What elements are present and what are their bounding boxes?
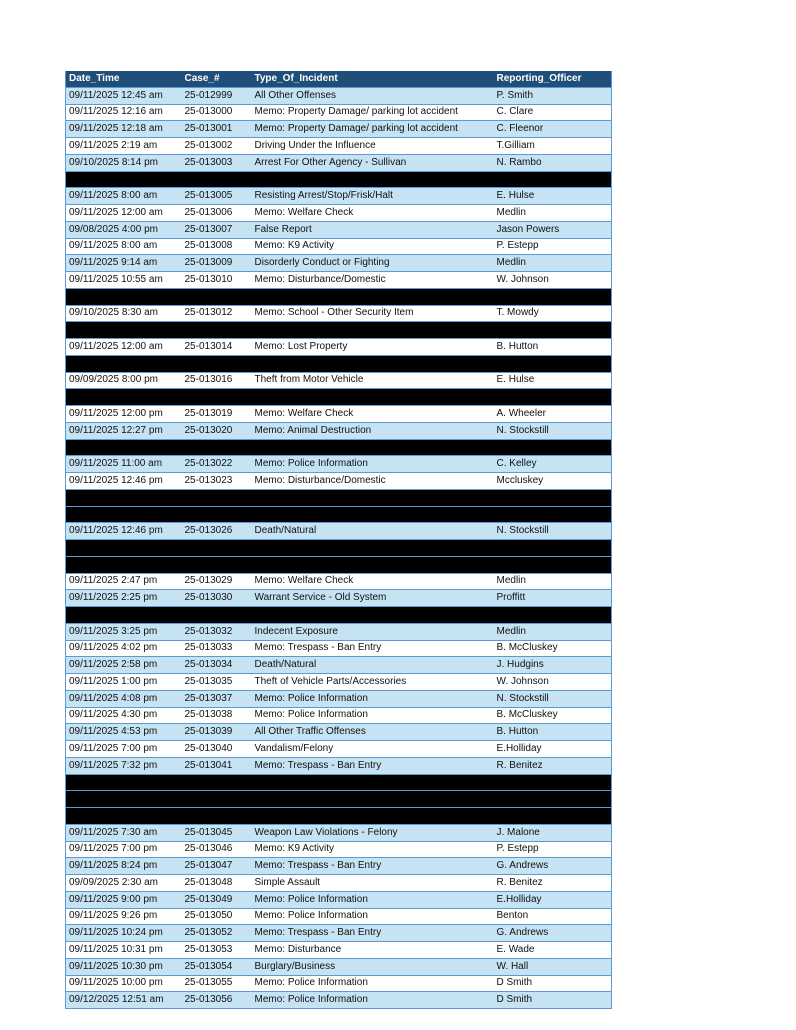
redacted-row xyxy=(66,774,612,791)
redacted-row xyxy=(66,439,612,456)
cell-case-number: 25-013022 xyxy=(182,456,252,473)
cell-case-number: 25-013012 xyxy=(182,305,252,322)
cell-reporting-officer: D Smith xyxy=(494,992,612,1009)
table-row xyxy=(66,372,612,389)
cell-date-time: 09/09/2025 2:30 am xyxy=(66,875,182,892)
cell-type-of-incident: Weapon Law Violations - Felony xyxy=(252,824,494,841)
cell-reporting-officer xyxy=(494,556,612,573)
cell-case-number: 25-013010 xyxy=(182,272,252,289)
cell-case-number: 25-013008 xyxy=(182,238,252,255)
cell-case-number: 25-013052 xyxy=(182,925,252,942)
cell-type-of-incident: Death/Natural xyxy=(252,657,494,674)
cell-reporting-officer: P. Estepp xyxy=(494,841,612,858)
redacted-row xyxy=(66,607,612,624)
cell-reporting-officer: Proffitt xyxy=(494,590,612,607)
table-row xyxy=(66,992,612,1009)
cell-type-of-incident: Memo: Trespass - Ban Entry xyxy=(252,757,494,774)
table-row xyxy=(66,757,612,774)
cell-reporting-officer: D Smith xyxy=(494,975,612,992)
incident-log-table xyxy=(65,71,612,1009)
cell-date-time: 09/11/2025 8:24 pm xyxy=(66,858,182,875)
cell-date-time: 09/11/2025 4:30 pm xyxy=(66,707,182,724)
table-row xyxy=(66,121,612,138)
cell-date-time: 09/11/2025 3:25 pm xyxy=(66,623,182,640)
cell-type-of-incident: Memo: Welfare Check xyxy=(252,406,494,423)
cell-type-of-incident: Arrest For Other Agency - Sullivan xyxy=(252,154,494,171)
cell-type-of-incident: Memo: Property Damage/ parking lot accident xyxy=(252,104,494,121)
table-row xyxy=(66,406,612,423)
cell-type-of-incident: Memo: Property Damage/ parking lot accident xyxy=(252,121,494,138)
table-row xyxy=(66,305,612,322)
cell-case-number xyxy=(182,540,252,557)
cell-type-of-incident xyxy=(252,171,494,188)
cell-type-of-incident: Simple Assault xyxy=(252,875,494,892)
header-date-time: Date_Time xyxy=(66,71,182,87)
cell-reporting-officer: B. Hutton xyxy=(494,724,612,741)
cell-case-number: 25-013053 xyxy=(182,942,252,959)
cell-date-time: 09/11/2025 4:02 pm xyxy=(66,640,182,657)
cell-reporting-officer: P. Estepp xyxy=(494,238,612,255)
cell-date-time xyxy=(66,791,182,808)
cell-date-time: 09/12/2025 12:51 am xyxy=(66,992,182,1009)
cell-date-time xyxy=(66,171,182,188)
cell-date-time: 09/11/2025 8:00 am xyxy=(66,238,182,255)
cell-type-of-incident xyxy=(252,489,494,506)
cell-type-of-incident: Theft of Vehicle Parts/Accessories xyxy=(252,674,494,691)
cell-type-of-incident xyxy=(252,288,494,305)
cell-date-time: 09/09/2025 8:00 pm xyxy=(66,372,182,389)
cell-type-of-incident: Memo: Lost Property xyxy=(252,339,494,356)
cell-type-of-incident: Memo: K9 Activity xyxy=(252,841,494,858)
table-row xyxy=(66,422,612,439)
cell-date-time: 09/11/2025 10:55 am xyxy=(66,272,182,289)
cell-type-of-incident: Memo: Police Information xyxy=(252,975,494,992)
table-row xyxy=(66,456,612,473)
cell-type-of-incident: Memo: Police Information xyxy=(252,891,494,908)
cell-date-time: 09/11/2025 12:16 am xyxy=(66,104,182,121)
cell-reporting-officer xyxy=(494,607,612,624)
cell-case-number: 25-013041 xyxy=(182,757,252,774)
header-type-of-incident: Type_Of_Incident xyxy=(252,71,494,87)
cell-reporting-officer: N. Stockstill xyxy=(494,523,612,540)
cell-case-number: 25-013046 xyxy=(182,841,252,858)
cell-reporting-officer: G. Andrews xyxy=(494,925,612,942)
cell-case-number: 25-013039 xyxy=(182,724,252,741)
cell-case-number xyxy=(182,808,252,825)
cell-type-of-incident: Memo: Police Information xyxy=(252,707,494,724)
cell-case-number xyxy=(182,607,252,624)
cell-reporting-officer: Medlin xyxy=(494,205,612,222)
redacted-row xyxy=(66,355,612,372)
cell-type-of-incident: Memo: Police Information xyxy=(252,456,494,473)
cell-reporting-officer: E.Holliday xyxy=(494,741,612,758)
table-row xyxy=(66,908,612,925)
cell-type-of-incident: Disorderly Conduct or Fighting xyxy=(252,255,494,272)
cell-reporting-officer: R. Benitez xyxy=(494,757,612,774)
table-row xyxy=(66,724,612,741)
cell-case-number: 25-013026 xyxy=(182,523,252,540)
cell-date-time: 09/11/2025 9:00 pm xyxy=(66,891,182,908)
cell-date-time: 09/11/2025 12:00 pm xyxy=(66,406,182,423)
cell-date-time: 09/11/2025 11:00 am xyxy=(66,456,182,473)
cell-date-time: 09/11/2025 9:26 pm xyxy=(66,908,182,925)
cell-case-number: 25-013006 xyxy=(182,205,252,222)
cell-type-of-incident xyxy=(252,506,494,523)
header-reporting-officer: Reporting_Officer xyxy=(494,71,612,87)
cell-case-number: 25-013005 xyxy=(182,188,252,205)
cell-type-of-incident: Death/Natural xyxy=(252,523,494,540)
cell-reporting-officer: A. Wheeler xyxy=(494,406,612,423)
table-row xyxy=(66,891,612,908)
cell-type-of-incident: False Report xyxy=(252,221,494,238)
cell-type-of-incident: Memo: Animal Destruction xyxy=(252,422,494,439)
table-row xyxy=(66,188,612,205)
redacted-row xyxy=(66,540,612,557)
cell-case-number: 25-013038 xyxy=(182,707,252,724)
redacted-row xyxy=(66,506,612,523)
cell-case-number: 25-013000 xyxy=(182,104,252,121)
cell-reporting-officer: B. McCluskey xyxy=(494,640,612,657)
redacted-row xyxy=(66,489,612,506)
cell-date-time: 09/11/2025 7:30 am xyxy=(66,824,182,841)
cell-case-number: 25-013009 xyxy=(182,255,252,272)
cell-date-time xyxy=(66,288,182,305)
cell-type-of-incident xyxy=(252,389,494,406)
cell-case-number: 25-013047 xyxy=(182,858,252,875)
cell-date-time xyxy=(66,322,182,339)
redacted-row xyxy=(66,171,612,188)
cell-date-time: 09/08/2025 4:00 pm xyxy=(66,221,182,238)
cell-reporting-officer xyxy=(494,808,612,825)
cell-type-of-incident: Memo: Welfare Check xyxy=(252,205,494,222)
cell-type-of-incident: Memo: Disturbance/Domestic xyxy=(252,272,494,289)
table-row xyxy=(66,221,612,238)
cell-date-time xyxy=(66,389,182,406)
cell-case-number: 25-013049 xyxy=(182,891,252,908)
cell-reporting-officer xyxy=(494,540,612,557)
table-body xyxy=(66,87,612,1008)
cell-reporting-officer xyxy=(494,506,612,523)
cell-date-time: 09/11/2025 4:53 pm xyxy=(66,724,182,741)
cell-date-time: 09/11/2025 7:32 pm xyxy=(66,757,182,774)
cell-case-number: 25-013037 xyxy=(182,690,252,707)
cell-type-of-incident: Memo: Police Information xyxy=(252,690,494,707)
cell-reporting-officer xyxy=(494,355,612,372)
cell-reporting-officer: J. Hudgins xyxy=(494,657,612,674)
cell-date-time: 09/11/2025 4:08 pm xyxy=(66,690,182,707)
cell-date-time xyxy=(66,489,182,506)
cell-reporting-officer xyxy=(494,489,612,506)
cell-type-of-incident: Driving Under the Influence xyxy=(252,138,494,155)
cell-case-number: 25-013002 xyxy=(182,138,252,155)
cell-type-of-incident xyxy=(252,322,494,339)
cell-date-time xyxy=(66,355,182,372)
cell-date-time: 09/11/2025 10:00 pm xyxy=(66,975,182,992)
cell-case-number: 25-013016 xyxy=(182,372,252,389)
cell-reporting-officer: G. Andrews xyxy=(494,858,612,875)
cell-type-of-incident xyxy=(252,791,494,808)
table-row xyxy=(66,623,612,640)
cell-reporting-officer: E. Hulse xyxy=(494,188,612,205)
cell-case-number: 25-013030 xyxy=(182,590,252,607)
cell-case-number: 25-013003 xyxy=(182,154,252,171)
cell-type-of-incident xyxy=(252,439,494,456)
cell-date-time: 09/10/2025 8:30 am xyxy=(66,305,182,322)
cell-reporting-officer: Medlin xyxy=(494,255,612,272)
cell-case-number: 25-013023 xyxy=(182,473,252,490)
cell-reporting-officer: B. McCluskey xyxy=(494,707,612,724)
cell-date-time: 09/11/2025 12:00 am xyxy=(66,205,182,222)
cell-reporting-officer: C. Kelley xyxy=(494,456,612,473)
cell-type-of-incident: Memo: School - Other Security Item xyxy=(252,305,494,322)
cell-case-number: 25-013040 xyxy=(182,741,252,758)
cell-reporting-officer: C. Clare xyxy=(494,104,612,121)
cell-type-of-incident xyxy=(252,607,494,624)
cell-type-of-incident: Memo: Welfare Check xyxy=(252,573,494,590)
cell-date-time xyxy=(66,808,182,825)
cell-case-number: 25-013001 xyxy=(182,121,252,138)
redacted-row xyxy=(66,808,612,825)
table-row xyxy=(66,573,612,590)
cell-reporting-officer: Benton xyxy=(494,908,612,925)
table-row xyxy=(66,590,612,607)
cell-date-time: 09/11/2025 2:47 pm xyxy=(66,573,182,590)
cell-reporting-officer xyxy=(494,774,612,791)
cell-case-number: 25-012999 xyxy=(182,87,252,104)
cell-type-of-incident: Resisting Arrest/Stop/Frisk/Halt xyxy=(252,188,494,205)
cell-reporting-officer: Medlin xyxy=(494,573,612,590)
cell-reporting-officer xyxy=(494,171,612,188)
table-row xyxy=(66,657,612,674)
cell-type-of-incident: All Other Traffic Offenses xyxy=(252,724,494,741)
cell-case-number: 25-013019 xyxy=(182,406,252,423)
table-row xyxy=(66,741,612,758)
header-case-number: Case_# xyxy=(182,71,252,87)
cell-case-number: 25-013014 xyxy=(182,339,252,356)
cell-date-time: 09/11/2025 10:31 pm xyxy=(66,942,182,959)
table-row xyxy=(66,858,612,875)
cell-date-time xyxy=(66,506,182,523)
cell-type-of-incident: Vandalism/Felony xyxy=(252,741,494,758)
cell-type-of-incident: Memo: Disturbance xyxy=(252,942,494,959)
cell-date-time: 09/11/2025 9:14 am xyxy=(66,255,182,272)
table-row xyxy=(66,238,612,255)
cell-case-number xyxy=(182,389,252,406)
cell-type-of-incident: Indecent Exposure xyxy=(252,623,494,640)
cell-date-time xyxy=(66,540,182,557)
cell-reporting-officer: R. Benitez xyxy=(494,875,612,892)
cell-reporting-officer xyxy=(494,439,612,456)
cell-type-of-incident: Memo: Trespass - Ban Entry xyxy=(252,858,494,875)
cell-type-of-incident xyxy=(252,556,494,573)
cell-reporting-officer: C. Fleenor xyxy=(494,121,612,138)
cell-reporting-officer: Jason Powers xyxy=(494,221,612,238)
cell-case-number: 25-013050 xyxy=(182,908,252,925)
cell-reporting-officer xyxy=(494,791,612,808)
cell-date-time xyxy=(66,556,182,573)
cell-date-time: 09/11/2025 12:45 am xyxy=(66,87,182,104)
cell-reporting-officer: E.Holliday xyxy=(494,891,612,908)
cell-type-of-incident: Warrant Service - Old System xyxy=(252,590,494,607)
cell-case-number xyxy=(182,774,252,791)
cell-reporting-officer: E. Hulse xyxy=(494,372,612,389)
cell-type-of-incident: Memo: Disturbance/Domestic xyxy=(252,473,494,490)
cell-date-time: 09/11/2025 12:27 pm xyxy=(66,422,182,439)
table-row xyxy=(66,841,612,858)
redacted-row xyxy=(66,791,612,808)
cell-case-number: 25-013033 xyxy=(182,640,252,657)
table-row xyxy=(66,824,612,841)
cell-date-time: 09/11/2025 2:58 pm xyxy=(66,657,182,674)
cell-type-of-incident xyxy=(252,540,494,557)
cell-type-of-incident xyxy=(252,808,494,825)
cell-case-number: 25-013020 xyxy=(182,422,252,439)
cell-type-of-incident: Burglary/Business xyxy=(252,958,494,975)
cell-reporting-officer: W. Johnson xyxy=(494,272,612,289)
cell-date-time: 09/11/2025 12:46 pm xyxy=(66,473,182,490)
table-row xyxy=(66,154,612,171)
table-row xyxy=(66,473,612,490)
cell-date-time: 09/11/2025 2:25 pm xyxy=(66,590,182,607)
cell-date-time: 09/11/2025 12:00 am xyxy=(66,339,182,356)
cell-case-number: 25-013034 xyxy=(182,657,252,674)
cell-date-time: 09/11/2025 10:24 pm xyxy=(66,925,182,942)
cell-case-number xyxy=(182,355,252,372)
cell-reporting-officer xyxy=(494,322,612,339)
cell-type-of-incident xyxy=(252,355,494,372)
cell-reporting-officer: Medlin xyxy=(494,623,612,640)
cell-case-number: 25-013056 xyxy=(182,992,252,1009)
cell-case-number: 25-013029 xyxy=(182,573,252,590)
table-row xyxy=(66,925,612,942)
cell-date-time xyxy=(66,439,182,456)
redacted-row xyxy=(66,288,612,305)
cell-type-of-incident: Memo: Trespass - Ban Entry xyxy=(252,640,494,657)
cell-reporting-officer: W. Hall xyxy=(494,958,612,975)
cell-case-number: 25-013048 xyxy=(182,875,252,892)
cell-case-number: 25-013007 xyxy=(182,221,252,238)
redacted-row xyxy=(66,322,612,339)
table-row xyxy=(66,975,612,992)
cell-reporting-officer xyxy=(494,288,612,305)
cell-date-time: 09/11/2025 1:00 pm xyxy=(66,674,182,691)
cell-date-time: 09/11/2025 7:00 pm xyxy=(66,841,182,858)
cell-reporting-officer: W. Johnson xyxy=(494,674,612,691)
cell-reporting-officer: T.Gilliam xyxy=(494,138,612,155)
cell-case-number: 25-013045 xyxy=(182,824,252,841)
cell-reporting-officer: E. Wade xyxy=(494,942,612,959)
cell-case-number xyxy=(182,171,252,188)
table-row xyxy=(66,87,612,104)
cell-case-number: 25-013054 xyxy=(182,958,252,975)
cell-date-time: 09/11/2025 10:30 pm xyxy=(66,958,182,975)
table-row xyxy=(66,104,612,121)
cell-reporting-officer: T. Mowdy xyxy=(494,305,612,322)
cell-case-number xyxy=(182,489,252,506)
cell-type-of-incident: Memo: Police Information xyxy=(252,992,494,1009)
cell-case-number xyxy=(182,439,252,456)
cell-date-time: 09/11/2025 8:00 am xyxy=(66,188,182,205)
cell-case-number xyxy=(182,556,252,573)
table-row xyxy=(66,255,612,272)
table-row xyxy=(66,640,612,657)
cell-date-time: 09/10/2025 8:14 pm xyxy=(66,154,182,171)
cell-date-time: 09/11/2025 12:18 am xyxy=(66,121,182,138)
cell-type-of-incident: Theft from Motor Vehicle xyxy=(252,372,494,389)
cell-case-number: 25-013055 xyxy=(182,975,252,992)
table-row xyxy=(66,523,612,540)
table-row xyxy=(66,339,612,356)
cell-reporting-officer: P. Smith xyxy=(494,87,612,104)
cell-date-time: 09/11/2025 7:00 pm xyxy=(66,741,182,758)
cell-case-number: 25-013032 xyxy=(182,623,252,640)
cell-date-time xyxy=(66,774,182,791)
table-row xyxy=(66,942,612,959)
cell-reporting-officer xyxy=(494,389,612,406)
cell-case-number xyxy=(182,791,252,808)
redacted-row xyxy=(66,556,612,573)
table-row xyxy=(66,674,612,691)
cell-case-number xyxy=(182,288,252,305)
cell-date-time: 09/11/2025 2:19 am xyxy=(66,138,182,155)
cell-type-of-incident xyxy=(252,774,494,791)
cell-case-number xyxy=(182,506,252,523)
cell-reporting-officer: J. Malone xyxy=(494,824,612,841)
table-row xyxy=(66,707,612,724)
cell-reporting-officer: N. Stockstill xyxy=(494,690,612,707)
cell-case-number: 25-013035 xyxy=(182,674,252,691)
cell-reporting-officer: B. Hutton xyxy=(494,339,612,356)
cell-date-time xyxy=(66,607,182,624)
table-row xyxy=(66,690,612,707)
table-row xyxy=(66,272,612,289)
table-row xyxy=(66,138,612,155)
cell-type-of-incident: Memo: Trespass - Ban Entry xyxy=(252,925,494,942)
cell-reporting-officer: Mccluskey xyxy=(494,473,612,490)
cell-type-of-incident: Memo: Police Information xyxy=(252,908,494,925)
cell-type-of-incident: All Other Offenses xyxy=(252,87,494,104)
cell-case-number xyxy=(182,322,252,339)
cell-type-of-incident: Memo: K9 Activity xyxy=(252,238,494,255)
cell-reporting-officer: N. Rambo xyxy=(494,154,612,171)
table-row xyxy=(66,875,612,892)
table-row xyxy=(66,205,612,222)
cell-reporting-officer: N. Stockstill xyxy=(494,422,612,439)
cell-date-time: 09/11/2025 12:46 pm xyxy=(66,523,182,540)
table-row xyxy=(66,958,612,975)
header-row xyxy=(66,71,612,87)
redacted-row xyxy=(66,389,612,406)
